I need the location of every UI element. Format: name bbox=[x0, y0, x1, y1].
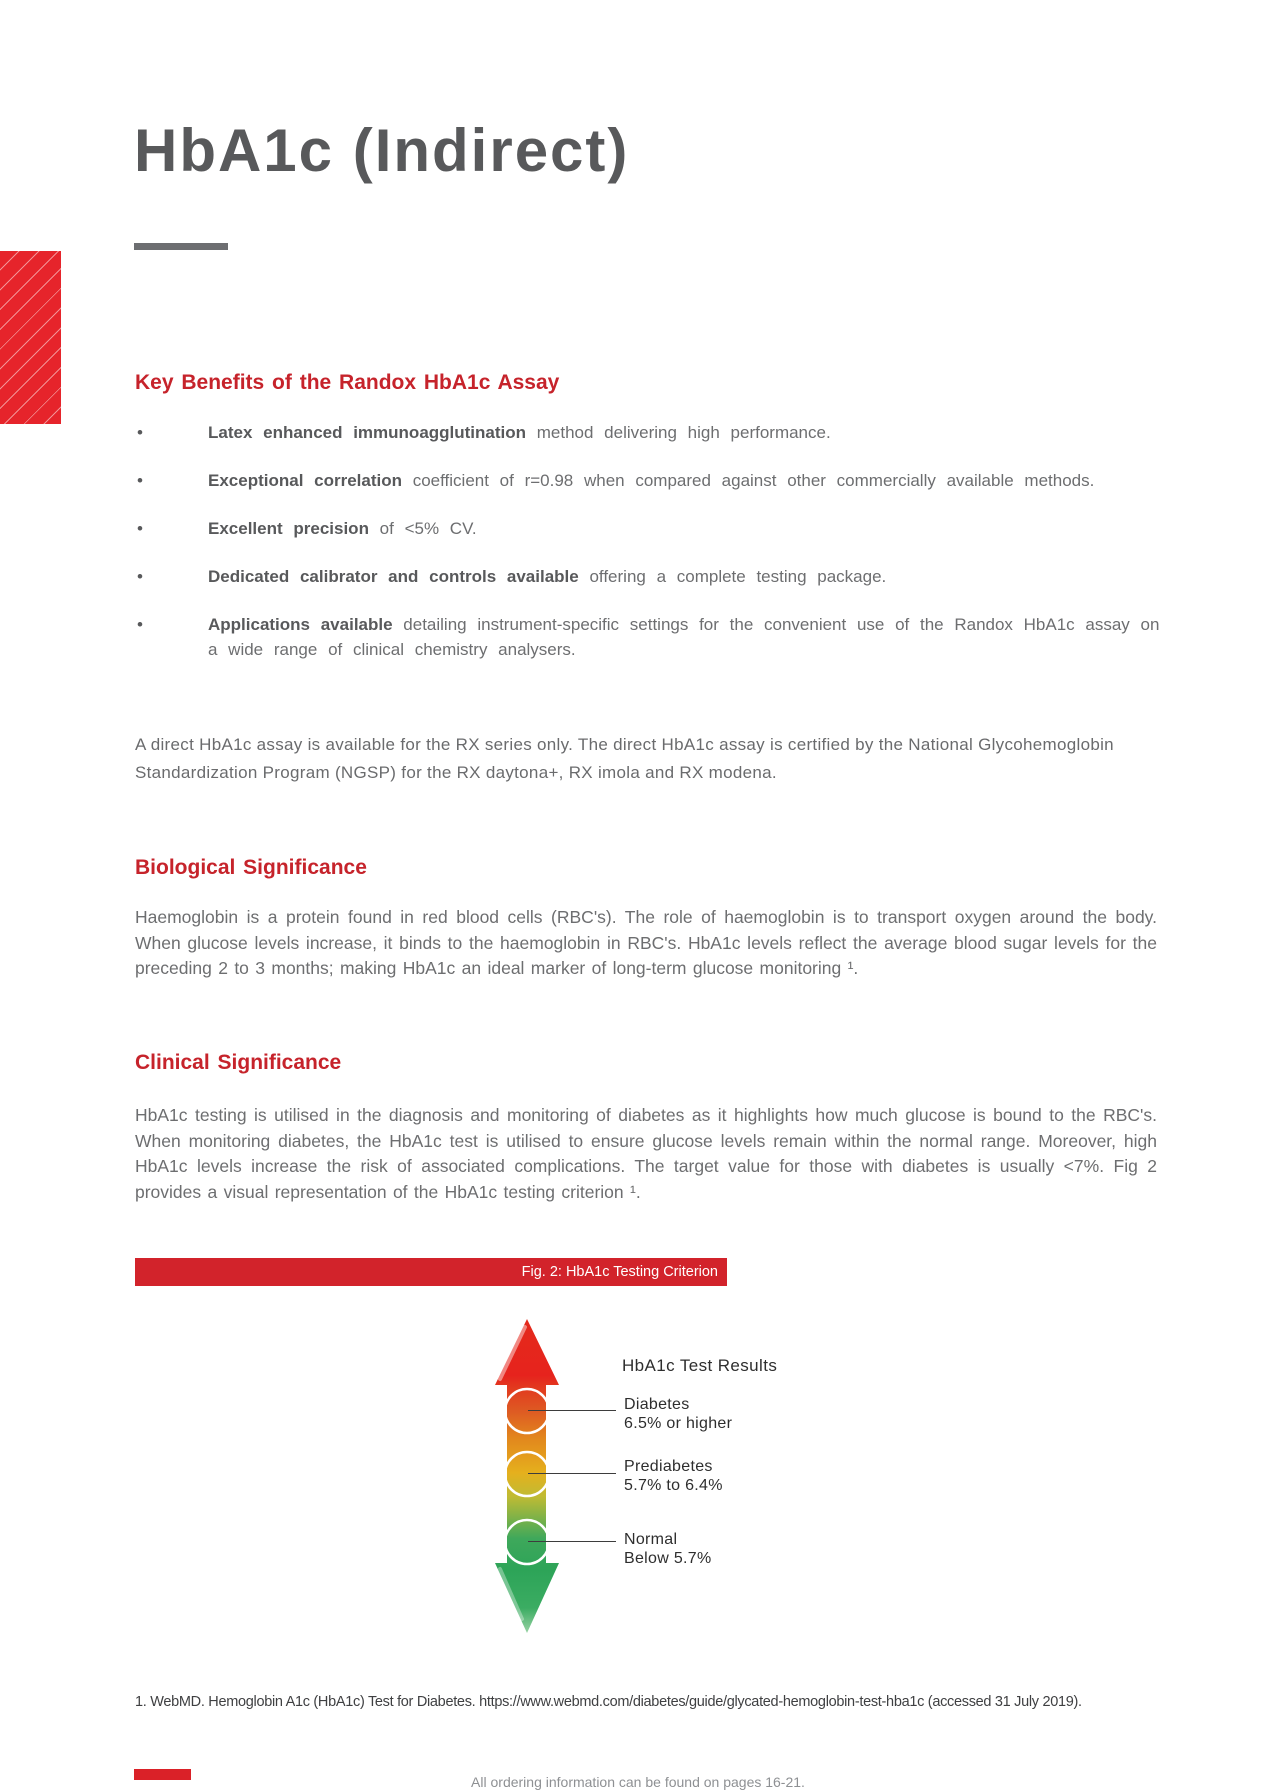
level-name: Normal bbox=[624, 1531, 678, 1548]
title-underline bbox=[134, 243, 228, 250]
benefit-rest-text: detailing instrument-specific settings for the convenient use of the Randox HbA1c assay on a wide range of clinical chemistry analysers. bbox=[208, 615, 1160, 659]
figure-title: HbA1c Test Results bbox=[622, 1356, 778, 1375]
section-heading-clinical: Clinical Significance bbox=[135, 1051, 342, 1074]
benefit-rest-text: of <5% CV. bbox=[368, 519, 477, 538]
connector-line-diabetes bbox=[528, 1410, 616, 1411]
page-title: HbA1c (Indirect) bbox=[134, 117, 630, 184]
benefit-rest-text: method delivering high performance. bbox=[526, 423, 831, 442]
clinical-paragraph: HbA1c testing is utilised in the diagnosis and monitoring of diabetes as it highlights how much glucose is bound to the RBC's. When monitoring diabetes, the HbA1c test is utilised to ensure glucose levels remain within the normal range. Moreover, high HbA1c levels increase the risk of associated complications. The target value for those with diabetes is usually <7%. Fig 2 provides a visual representation of the HbA1c testing criterion ¹. bbox=[135, 1105, 1157, 1202]
red-hatch-decoration bbox=[0, 251, 61, 424]
list-item bbox=[135, 468, 1165, 493]
figure-level-label-normal bbox=[624, 1530, 712, 1568]
figure-level-label-diabetes bbox=[624, 1395, 732, 1433]
benefit-bold-text: Applications available bbox=[208, 615, 393, 634]
criterion-arrow-graphic bbox=[487, 1315, 567, 1640]
ordering-info-note: All ordering information can be found on pages 16-21. bbox=[471, 1774, 805, 1790]
benefit-rest-text: coefficient of r=0.98 when compared against other commercially available methods. bbox=[402, 471, 1095, 490]
connector-line-prediabetes bbox=[528, 1473, 616, 1474]
biological-paragraph: Haemoglobin is a protein found in red blood cells (RBC's). The role of haemoglobin is to transport oxygen around the body. When glucose levels increase, it binds to the haemoglobin in RBC's. HbA1c levels reflect the average blood sugar levels for the preceding 2 to 3 months; making HbA1c an ideal marker of long-term glucose monitoring ¹. bbox=[135, 907, 1157, 978]
connector-line-normal bbox=[528, 1541, 616, 1542]
section-heading-key-benefits: Key Benefits of the Randox HbA1c Assay bbox=[135, 371, 560, 394]
level-range: 6.5% or higher bbox=[624, 1415, 733, 1432]
figure-caption: Fig. 2: HbA1c Testing Criterion bbox=[521, 1264, 718, 1280]
list-item bbox=[135, 516, 1165, 541]
section-heading-biological: Biological Significance bbox=[135, 856, 367, 879]
benefit-bold-text: Latex enhanced immunoagglutination bbox=[208, 423, 527, 442]
list-item bbox=[135, 420, 1165, 445]
benefit-bold-text: Exceptional correlation bbox=[208, 471, 402, 490]
benefit-rest-text: offering a complete testing package. bbox=[578, 567, 887, 586]
key-benefits-list bbox=[135, 420, 1165, 685]
level-name: Prediabetes bbox=[624, 1458, 713, 1475]
list-item bbox=[135, 564, 1165, 589]
level-range: Below 5.7% bbox=[624, 1550, 712, 1567]
list-item bbox=[135, 612, 1165, 662]
level-range: 5.7% to 6.4% bbox=[624, 1477, 723, 1494]
footnote-reference: 1. WebMD. Hemoglobin A1c (HbA1c) Test for Diabetes. https://www.webmd.com/diabetes/guide/glycated-hemoglobin-test-hba1c (accessed 31 July 2019). bbox=[135, 1694, 1082, 1710]
figure-level-label-prediabetes bbox=[624, 1457, 723, 1495]
direct-assay-note: A direct HbA1c assay is available for the RX series only. The direct HbA1c assay is certified by the National Glycohemoglobin Standardization Program (NGSP) for the RX daytona+, RX imola and RX modena. bbox=[135, 735, 1114, 782]
benefit-bold-text: Excellent precision bbox=[208, 519, 369, 538]
benefit-bold-text: Dedicated calibrator and controls available bbox=[208, 567, 579, 586]
figure-caption-banner bbox=[135, 1258, 727, 1286]
level-name: Diabetes bbox=[624, 1396, 690, 1413]
